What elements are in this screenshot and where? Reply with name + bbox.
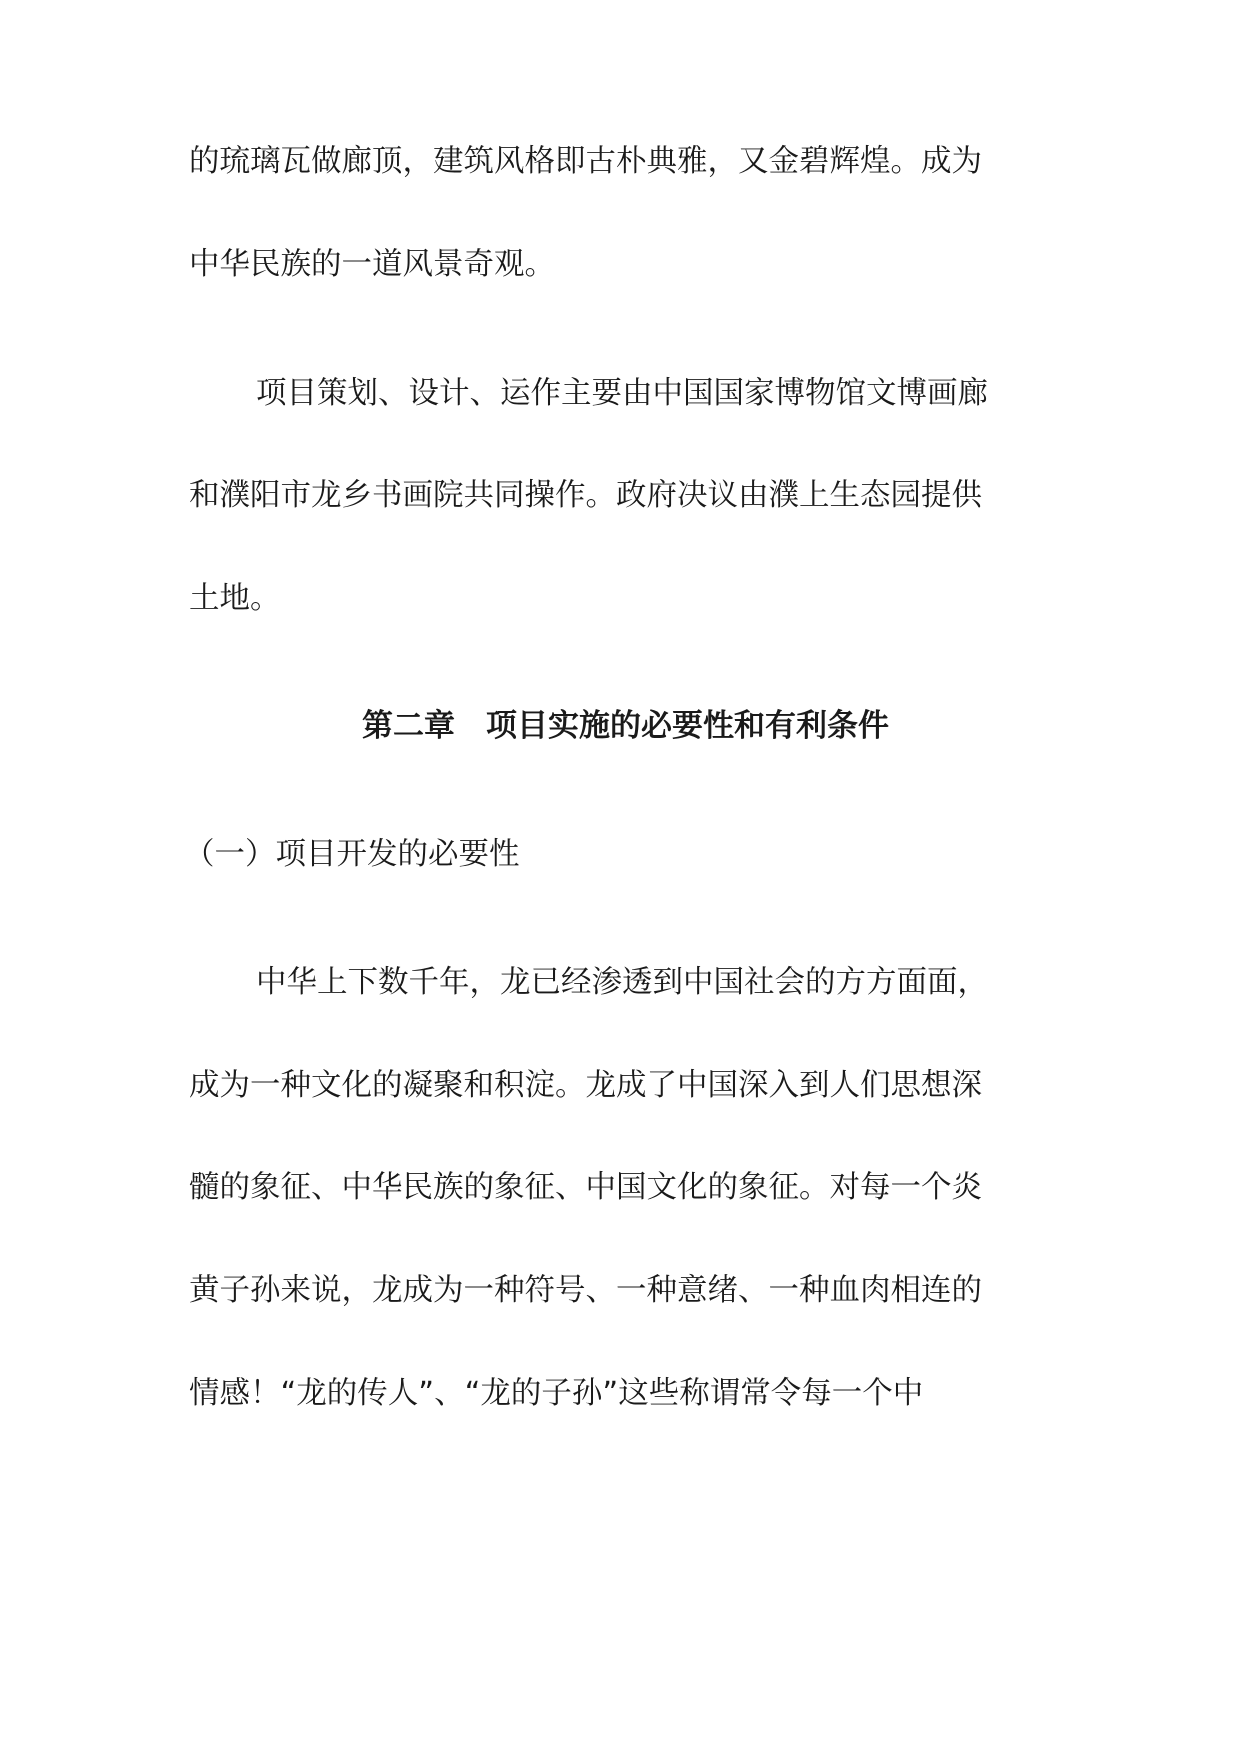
paragraph-line: 土地。 xyxy=(189,581,281,616)
paragraph-line: 情感！“龙的传人”、“龙的子孙”这些称谓常令每一个中 xyxy=(189,1376,924,1411)
section-heading: （一）项目开发的必要性 xyxy=(184,837,520,872)
paragraph-line: 黄子孙来说，龙成为一种符号、一种意绪、一种血肉相连的 xyxy=(189,1273,982,1308)
paragraph-line: 的琉璃瓦做廊顶，建筑风格即古朴典雅，又金碧辉煌。成为 xyxy=(189,144,982,179)
paragraph-line: 中华上下数千年，龙已经渗透到中国社会的方方面面， xyxy=(256,965,988,1000)
paragraph-line: 项目策划、设计、运作主要由中国国家博物馆文博画廊 xyxy=(256,376,988,411)
paragraph-line: 成为一种文化的凝聚和积淀。龙成了中国深入到人们思想深 xyxy=(189,1068,982,1103)
paragraph-line: 和濮阳市龙乡书画院共同操作。政府决议由濮上生态园提供 xyxy=(189,478,982,513)
chapter-heading: 第二章 项目实施的必要性和有利条件 xyxy=(362,708,889,744)
paragraph-line: 中华民族的一道风景奇观。 xyxy=(189,247,555,282)
paragraph-line: 髓的象征、中华民族的象征、中国文化的象征。对每一个炎 xyxy=(189,1170,982,1205)
